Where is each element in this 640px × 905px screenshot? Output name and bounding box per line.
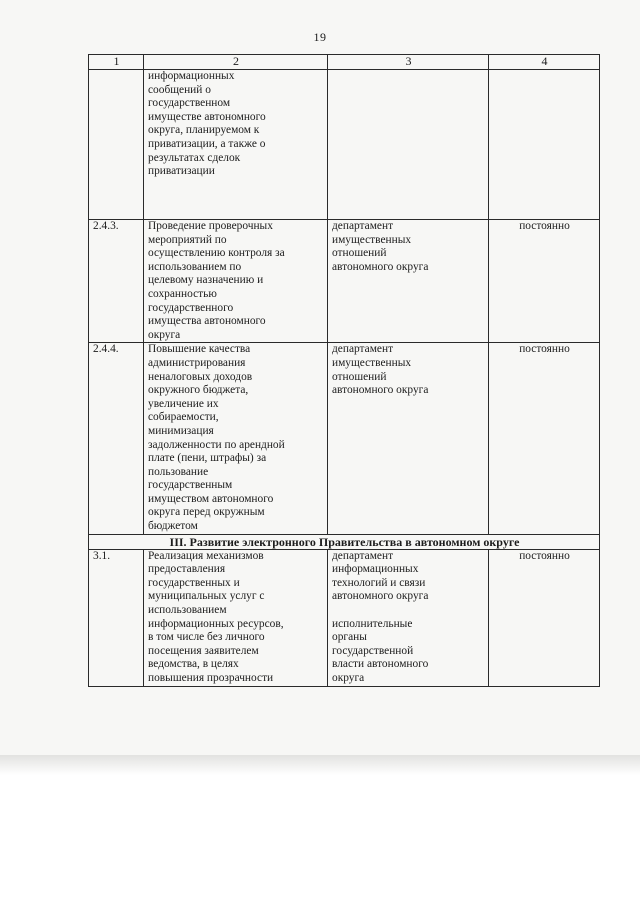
cell-text-line: минимизация bbox=[148, 424, 214, 437]
cell-text-line: посещения заявителем bbox=[148, 644, 259, 657]
deadline-cell bbox=[489, 70, 600, 220]
cell-text-line: округа перед окружным bbox=[148, 506, 265, 519]
cell-text-line: Реализация механизмов bbox=[148, 549, 264, 562]
row-number bbox=[89, 70, 144, 220]
cell-text-line: приватизации bbox=[148, 165, 215, 178]
cell-text-line: государственной bbox=[332, 644, 414, 657]
cell-text-line: округа, планируемом к bbox=[148, 124, 260, 137]
header-col-2: 2 bbox=[144, 55, 328, 70]
cell-text-line: информационных bbox=[332, 563, 419, 576]
cell-text-line: автономного округа bbox=[332, 590, 429, 603]
cell-text-line: использованием bbox=[148, 604, 227, 617]
header-col-3: 3 bbox=[328, 55, 489, 70]
cell-text-line: Повышение качества bbox=[148, 343, 251, 356]
table-row bbox=[89, 549, 600, 686]
cell-text-line: департамент bbox=[332, 220, 394, 232]
cell-text-line: имущества автономного bbox=[148, 315, 266, 328]
cell-text-line: имущественных bbox=[332, 356, 412, 369]
measure-cell bbox=[144, 70, 328, 220]
cell-text-line: государственного bbox=[148, 301, 234, 314]
cell-text-line: имуществе автономного bbox=[148, 110, 266, 123]
table-row bbox=[89, 343, 600, 534]
cell-text-line: технологий и связи bbox=[332, 576, 426, 589]
page-number: 19 bbox=[313, 30, 327, 44]
cell-text-line: департамент bbox=[332, 549, 394, 562]
cell-text-line: исполнительные bbox=[332, 617, 413, 630]
section-heading-row bbox=[89, 534, 600, 549]
cell-text-line: государственным bbox=[148, 479, 233, 492]
deadline-cell: постоянно bbox=[489, 343, 600, 534]
cell-text-line: пользование bbox=[148, 465, 209, 478]
cell-text-line: плате (пени, штрафы) за bbox=[148, 452, 267, 465]
cell-text-line: администрирования bbox=[148, 356, 246, 369]
section-heading: III. Развитие электронного Правительства в автономном округе bbox=[89, 534, 600, 549]
table-row bbox=[89, 220, 600, 343]
cell-text-line: задолженности по арендной bbox=[148, 438, 285, 451]
cell-text-line: отношений bbox=[332, 247, 387, 260]
cell-text-line: автономного округа bbox=[332, 384, 429, 397]
cell-text-line: автономного округа bbox=[332, 260, 429, 273]
cell-text-line: мероприятий по bbox=[148, 233, 227, 246]
cell-text-line: округа bbox=[148, 328, 181, 341]
responsible-cell bbox=[328, 549, 489, 686]
measure-cell bbox=[144, 220, 328, 343]
cell-text-line: в том числе без личного bbox=[148, 631, 265, 644]
cell-text-line: окружного бюджета, bbox=[148, 384, 249, 397]
scan-edge-shadow bbox=[0, 755, 640, 775]
header-col-4: 4 bbox=[489, 55, 600, 70]
header-row bbox=[89, 55, 600, 70]
cell-text-line: власти автономного bbox=[332, 658, 429, 671]
cell-text-line: предоставления bbox=[148, 563, 226, 576]
cell-text-line: увеличение их bbox=[148, 397, 219, 410]
cell-text-line: неналоговых доходов bbox=[148, 370, 253, 383]
measure-cell bbox=[144, 549, 328, 686]
cell-text-line: имуществом автономного bbox=[148, 492, 274, 505]
cell-text-line: бюджетом bbox=[148, 520, 198, 533]
cell-text-line: повышения прозрачности bbox=[148, 672, 274, 684]
responsible-cell bbox=[328, 343, 489, 534]
cell-text-line: использованием по bbox=[148, 260, 242, 273]
cell-text-line: округа bbox=[332, 672, 365, 684]
table-body bbox=[89, 70, 600, 687]
header-col-1: 1 bbox=[89, 55, 144, 70]
deadline-cell: постоянно bbox=[489, 549, 600, 686]
cell-text-line: Проведение проверочных bbox=[148, 220, 273, 232]
measure-cell bbox=[144, 343, 328, 534]
cell-text-line: сообщений о bbox=[148, 83, 211, 96]
cell-text-line: информационных bbox=[148, 70, 235, 82]
cell-text-line: результатах сделок bbox=[148, 151, 241, 164]
cell-text-line: органы bbox=[332, 631, 367, 644]
deadline-cell: постоянно bbox=[489, 220, 600, 343]
measures-table bbox=[88, 54, 600, 687]
cell-text-line: государственных и bbox=[148, 576, 240, 589]
cell-text-line: осуществлению контроля за bbox=[148, 247, 285, 260]
cell-text-line: ведомства, в целях bbox=[148, 658, 239, 671]
cell-text-line: отношений bbox=[332, 370, 387, 383]
table-row-continuation bbox=[89, 70, 600, 220]
cell-text-line: собираемости, bbox=[148, 411, 219, 424]
cell-text-line: имущественных bbox=[332, 233, 412, 246]
cell-text-line: информационных ресурсов, bbox=[148, 617, 284, 630]
row-number: 3.1. bbox=[89, 549, 144, 686]
cell-text-line: государственном bbox=[148, 97, 231, 110]
cell-text-line: целевому назначению и bbox=[148, 274, 264, 287]
cell-text-line bbox=[332, 604, 485, 618]
cell-text-line: муниципальных услуг с bbox=[148, 590, 265, 603]
cell-text-line: сохранностью bbox=[148, 287, 217, 300]
row-number: 2.4.4. bbox=[89, 343, 144, 534]
cell-text-line: департамент bbox=[332, 343, 394, 356]
responsible-cell bbox=[328, 220, 489, 343]
cell-text-line: приватизации, а также о bbox=[148, 137, 266, 150]
row-number: 2.4.3. bbox=[89, 220, 144, 343]
responsible-cell bbox=[328, 70, 489, 220]
